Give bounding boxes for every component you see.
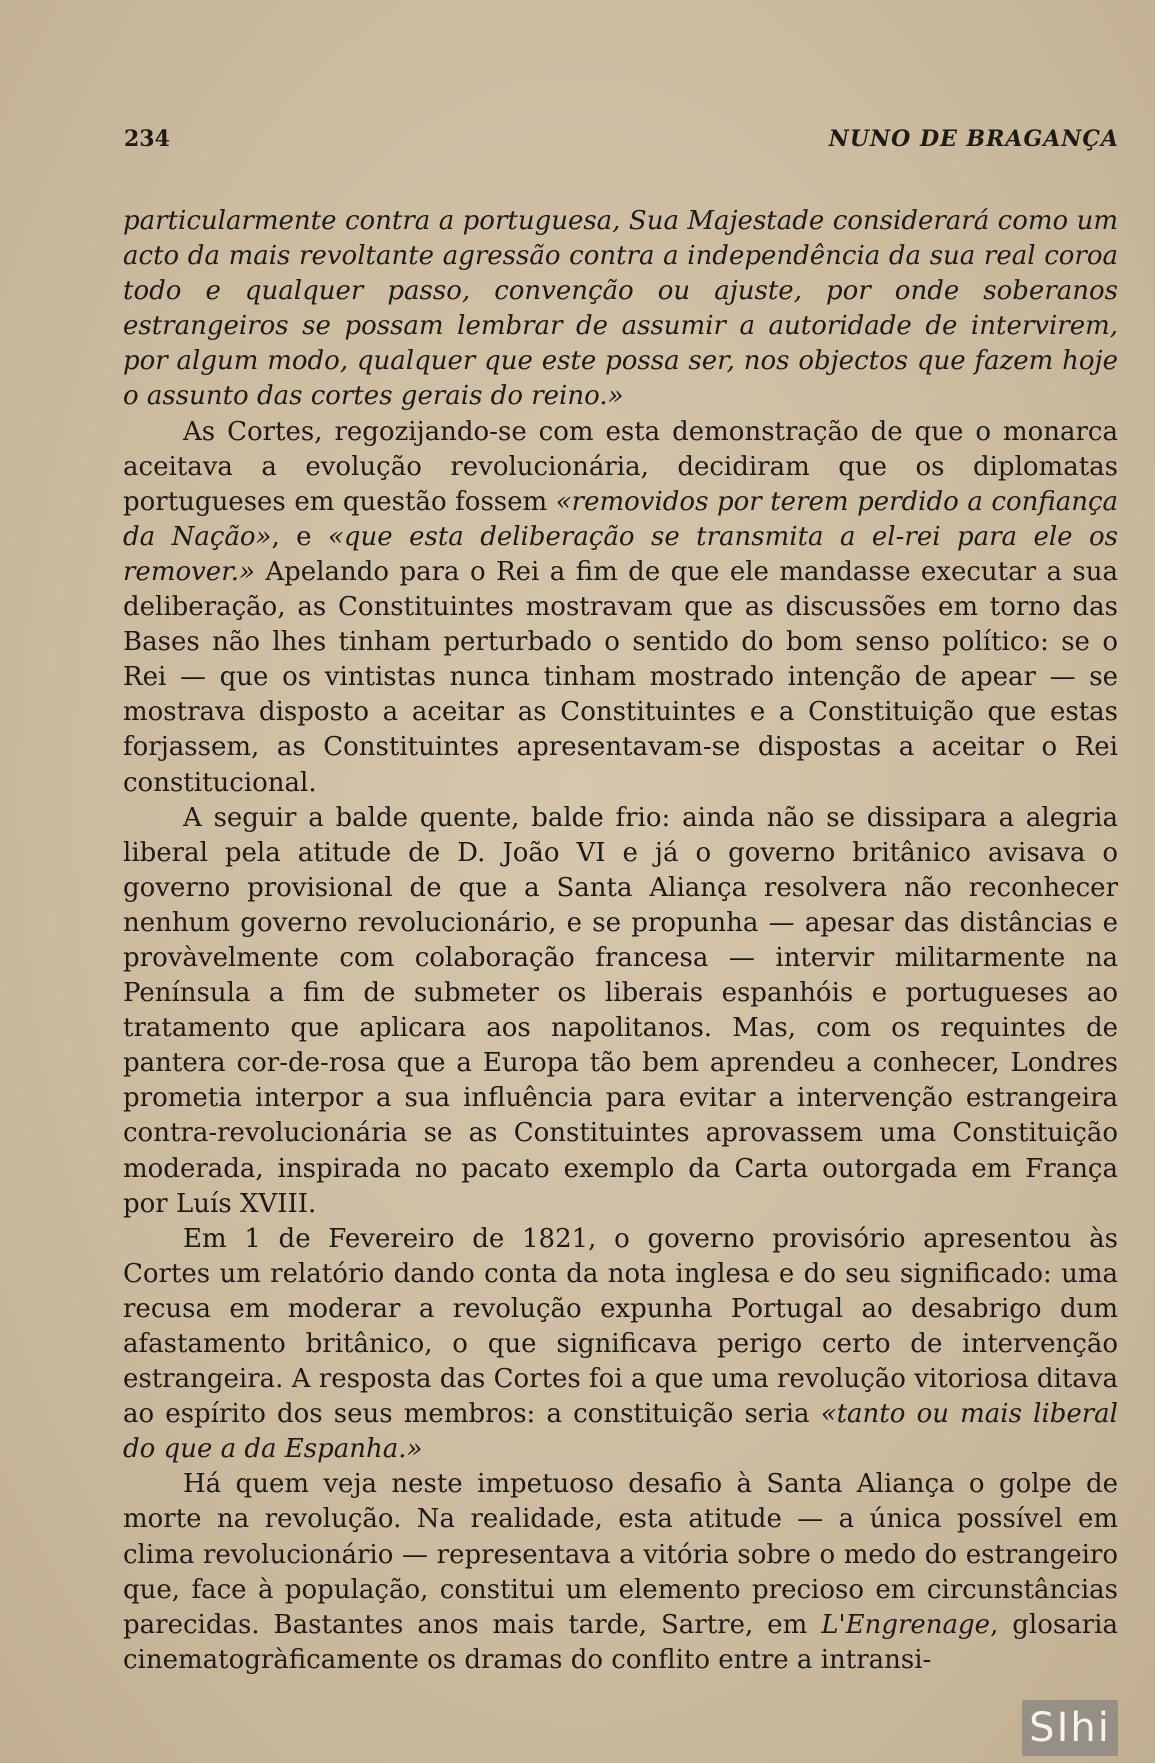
italic-text: particularmente contra a portuguesa, Sua Majestade considerará como um acto da mais revoltante agressão contra a independência da sua real coroa todo e qualquer passo, convenção ou ajuste, por onde soberanos estrangeiros se possam lembrar de assumir a autoridade de intervirem, por algum modo, qualquer que este possa ser, nos objectos que fazem hoje o assunto das cortes gerais do reino.»	[123, 206, 1118, 412]
running-title: NUNO DE BRAGANÇA	[828, 126, 1119, 152]
page-header	[124, 126, 1119, 160]
text-run: Em 1 de Fevereiro de 1821, o governo provisório apresentou às Cortes um relatório dando conta da nota inglesa e do seu significado: uma recusa em moderar a revolução expunha Portugal ao desabrigo dum afastamento britânico, o que significava perigo certo de intervenção estrangeira. A resposta das Cortes foi a que uma revolução vitoriosa ditava ao espírito dos seus membros: a constituição seria	[123, 1223, 1118, 1430]
paragraph	[123, 1467, 1118, 1678]
paragraph	[123, 204, 1118, 415]
text-run: , e	[271, 521, 328, 552]
page-number: 234	[124, 126, 170, 152]
paragraph	[123, 801, 1118, 1222]
watermark-logo: SIhi	[1022, 1700, 1118, 1756]
text-run: A seguir a balde quente, balde frio: ainda não se dissipara a alegria liberal pela atitude de D. João VI e já o governo britânico avisava o governo provisional de que a Santa Aliança resolvera não reconhecer nenhum governo revolucionário, e se propunha — apesar das distâncias e provàvelmente com colaboração francesa — intervir militarmente na Península a fim de submeter os liberais espanhóis e portugueses ao tratamento que aplicara aos napolitanos. Mas, com os requintes de pantera cor-de-rosa que a Europa tão bem aprendeu a conhecer, Londres prometia interpor a sua influência para evitar a intervenção estrangeira contra-revolucionária se as Constituintes aprovassem uma Constituição moderada, inspirada no pacato exemplo da Carta outorgada em França por Luís XVIII.	[123, 802, 1118, 1219]
text-run: , glosaria cinematogràficamente os dramas do conflito entre a intransi-	[123, 1609, 1118, 1675]
text-run: Há quem veja neste impetuoso desafio à Santa Aliança o golpe de morte na revolução. Na realidade, esta atitude — a única possível em clima revolucionário — representava a vitória sobre o medo do estrangeiro que, face à população, constitui um elemento precioso em circunstâncias parecidas. Bastantes anos mais tarde, Sartre, em	[123, 1469, 1118, 1640]
text-run: As Cortes, regozijando-se com esta demonstração de que o monarca aceitava a evolução revolucionária, decidiram que os diplomatas portugueses em questão fossem	[123, 416, 1118, 517]
italic-text: L'Engrenage	[821, 1609, 991, 1640]
paragraph	[123, 415, 1118, 801]
body-text	[123, 204, 1118, 1678]
text-run: Apelando para o Rei a fim de que ele mandasse executar a sua deliberação, as Constituintes mostravam que as discussões em torno das Bases não lhes tinham perturbado o sentido do bom senso político: se o Rei — que os vintistas nunca tinham mostrado intenção de apear — se mostrava disposto a aceitar as Constituintes e a Constituição que estas forjassem, as Constituintes apresentavam-se dispostas a aceitar o Rei constitucional.	[123, 556, 1118, 798]
italic-text: «que esta deliberação se transmita a el-rei para ele os remover.»	[123, 521, 1118, 587]
italic-text: «removidos por terem perdido a confiança da Nação»	[123, 486, 1119, 552]
paragraph	[123, 1222, 1118, 1468]
italic-text: «tanto ou mais liberal do que a da Espanha.»	[123, 1399, 1118, 1465]
